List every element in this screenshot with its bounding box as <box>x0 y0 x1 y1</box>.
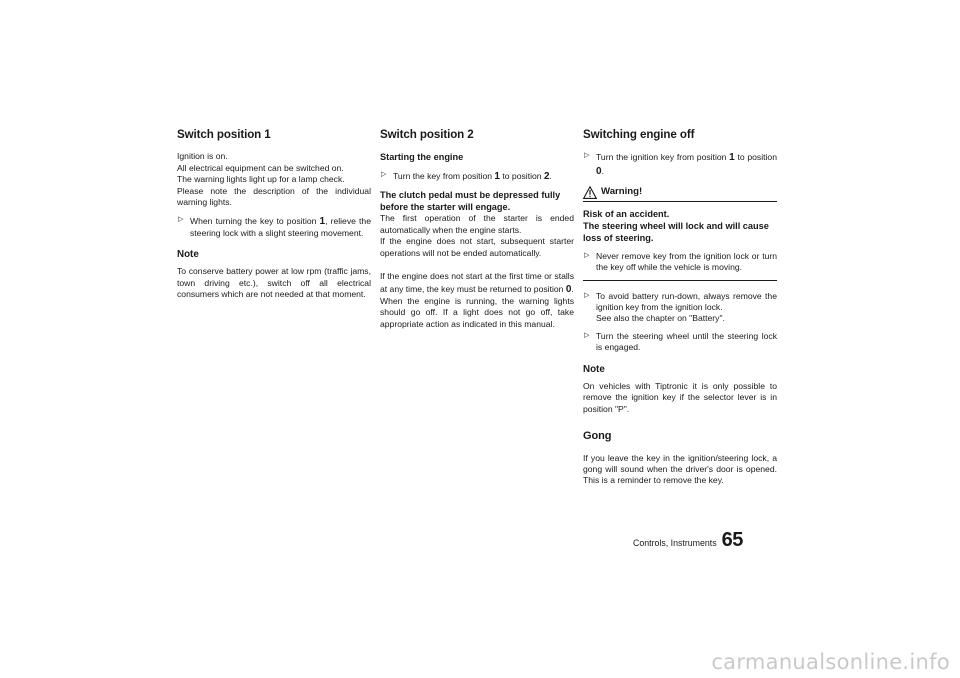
bullet-triangle-icon: ▷ <box>178 215 184 223</box>
warning-header <box>583 186 777 202</box>
column-switching-engine-off <box>583 127 777 493</box>
warning-end-divider <box>583 280 777 281</box>
bullet-triangle-icon: ▷ <box>584 251 590 259</box>
bullet-relieve-steering-lock: ▷ When turning the key to position 1, relieve the steering lock with a slight steering movement. <box>178 215 371 238</box>
page-number: 65 <box>721 529 743 551</box>
paragraph-engine-running: When the engine is running, the warning lights should go off. If a light does not go off, take appropriate action as indicated in this manual. <box>380 295 574 329</box>
paragraph-note: To conserve battery power at low rpm (traffic jams, town driving etc.), switch off all electrical consumers which are not needed at that moment. <box>177 266 371 300</box>
bullet-never-remove-key: ▷ Never remove key from the ignition lock or turn the key off while the vehicle is moving. <box>584 250 777 273</box>
bullet-triangle-icon: ▷ <box>584 291 590 299</box>
bullet-turn-ignition-key: ▷ Turn the ignition key from position 1 to position 0. <box>584 152 777 177</box>
heading-note: Note <box>177 249 199 261</box>
footer-section-title: Controls, Instruments <box>633 538 717 548</box>
subheading-starting-engine: Starting the engine <box>380 152 464 163</box>
paragraph-gong: If you leave the key in the ignition/steering lock, a gong will sound when the driver's door is opened. This is a reminder to remove the key. <box>583 452 777 486</box>
paragraph-starter-ended: The first operation of the starter is ended automatically when the engine starts. <box>380 213 574 235</box>
bullet-turn-steering-wheel: ▷ Turn the steering wheel until the steering lock is engaged. <box>584 330 777 353</box>
paragraph-tiptronic-note: On vehicles with Tiptronic it is only possible to remove the ignition key if the selector lever is in position "P". <box>583 380 777 414</box>
warning-risk-text: Risk of an accident. The steering wheel will lock and will cause loss of steering. <box>583 209 769 244</box>
bullet-avoid-battery-rundown: ▷ To avoid battery run-down, always remove the ignition key from the ignition lock. See also the chapter on "Battery". <box>584 290 777 324</box>
bullet-triangle-icon: ▷ <box>381 170 387 178</box>
page-footer <box>633 529 743 552</box>
watermark: carmanualsonline.info <box>711 650 950 674</box>
paragraph-ignition-on: Ignition is on. <box>177 151 228 162</box>
heading-switching-engine-off: Switching engine off <box>583 128 695 141</box>
heading-note: Note <box>583 363 605 375</box>
column-switch-position-1 <box>177 127 371 307</box>
paragraph-key-returned: If the engine does not start at the first time or stalls at any time, the key must be returned to position 0. <box>380 271 574 295</box>
warning-title: Warning! <box>601 186 643 198</box>
heading-gong: Gong <box>583 429 612 442</box>
column-switch-position-2 <box>380 127 574 336</box>
paragraph-lamp-check: The warning lights light up for a lamp check. <box>177 174 345 185</box>
paragraph-equipment: All electrical equipment can be switched on. <box>177 162 344 173</box>
heading-switch-position-1: Switch position 1 <box>177 128 271 141</box>
warning-triangle-icon <box>583 186 597 199</box>
paragraph-starter-not-ended: If the engine does not start, subsequent starter operations will not be ended automatically. <box>380 236 574 258</box>
bullet-triangle-icon: ▷ <box>584 152 590 160</box>
bullet-triangle-icon: ▷ <box>584 331 590 339</box>
bullet-turn-key: ▷ Turn the key from position 1 to position 2. <box>381 170 552 182</box>
paragraph-clutch-pedal: The clutch pedal must be depressed fully before the starter will engage. <box>380 189 561 213</box>
paragraph-warning-lights: Please note the description of the individual warning lights. <box>177 185 371 208</box>
heading-switch-position-2: Switch position 2 <box>380 128 474 141</box>
